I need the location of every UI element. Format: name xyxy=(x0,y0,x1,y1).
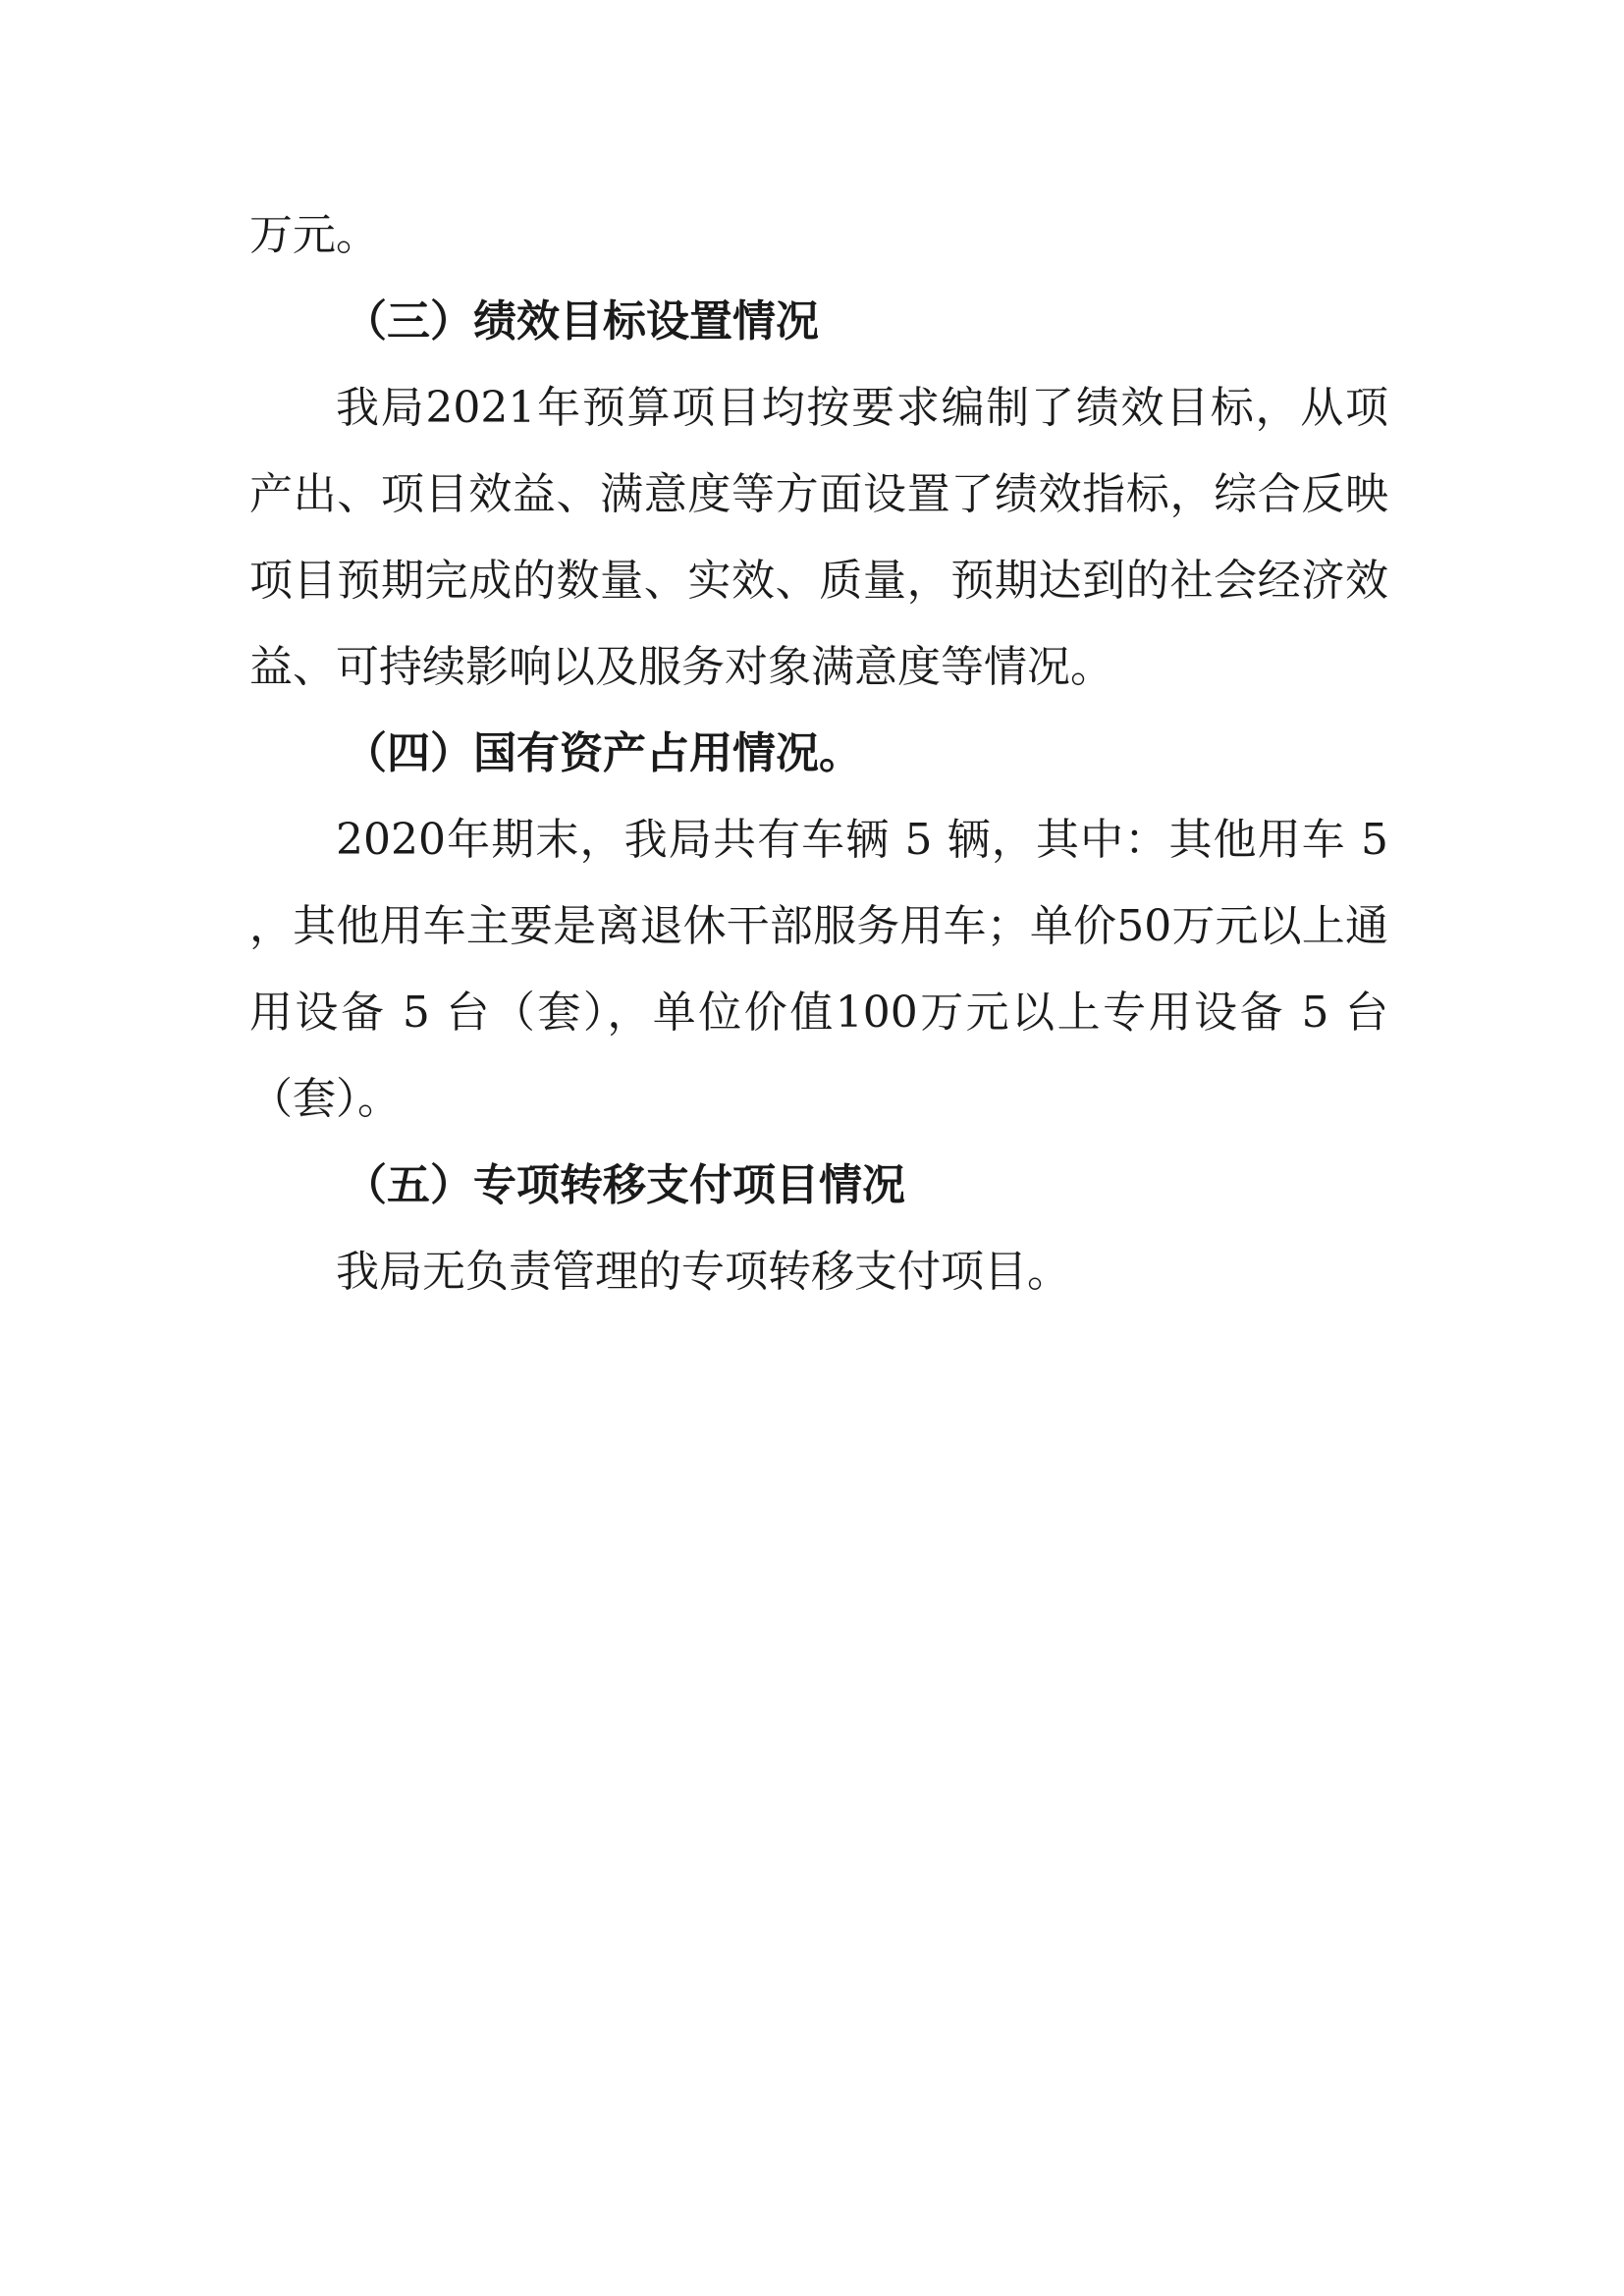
paragraph-line: 我局无负责管理的专项转移支付项目。 xyxy=(336,1247,1070,1297)
paragraph-line: 用设备 5 台（套），单位价值100万元以上专用设备 5 台 xyxy=(249,988,1388,1038)
document-body xyxy=(249,192,1388,1315)
paragraph-line: 产出、项目效益、满意度等方面设置了绩效指标，综合反映 xyxy=(249,469,1388,519)
paragraph-line: 2020年期末，我局共有车辆 5 辆，其中：其他用车 5 xyxy=(336,815,1388,865)
paragraph-line: （套）。 xyxy=(249,1074,401,1124)
paragraph-line: 益、可持续影响以及服务对象满意度等情况。 xyxy=(249,642,1113,692)
paragraph-line: 项目预期完成的数量、实效、质量，预期达到的社会经济效 xyxy=(249,556,1388,606)
section-heading-performance-goals: （三）绩效目标设置情况 xyxy=(344,296,819,347)
paragraph-line: ，其他用车主要是离退休干部服务用车；单价50万元以上通 xyxy=(249,901,1388,951)
paragraph-line: 我局2021年预算项目均按要求编制了绩效目标，从项 xyxy=(336,383,1388,433)
section-heading-state-assets: （四）国有资产占用情况。 xyxy=(344,728,862,778)
paragraph-line-continuation: 万元。 xyxy=(249,210,379,260)
section-heading-special-transfer: （五）专项转移支付项目情况 xyxy=(344,1160,905,1210)
